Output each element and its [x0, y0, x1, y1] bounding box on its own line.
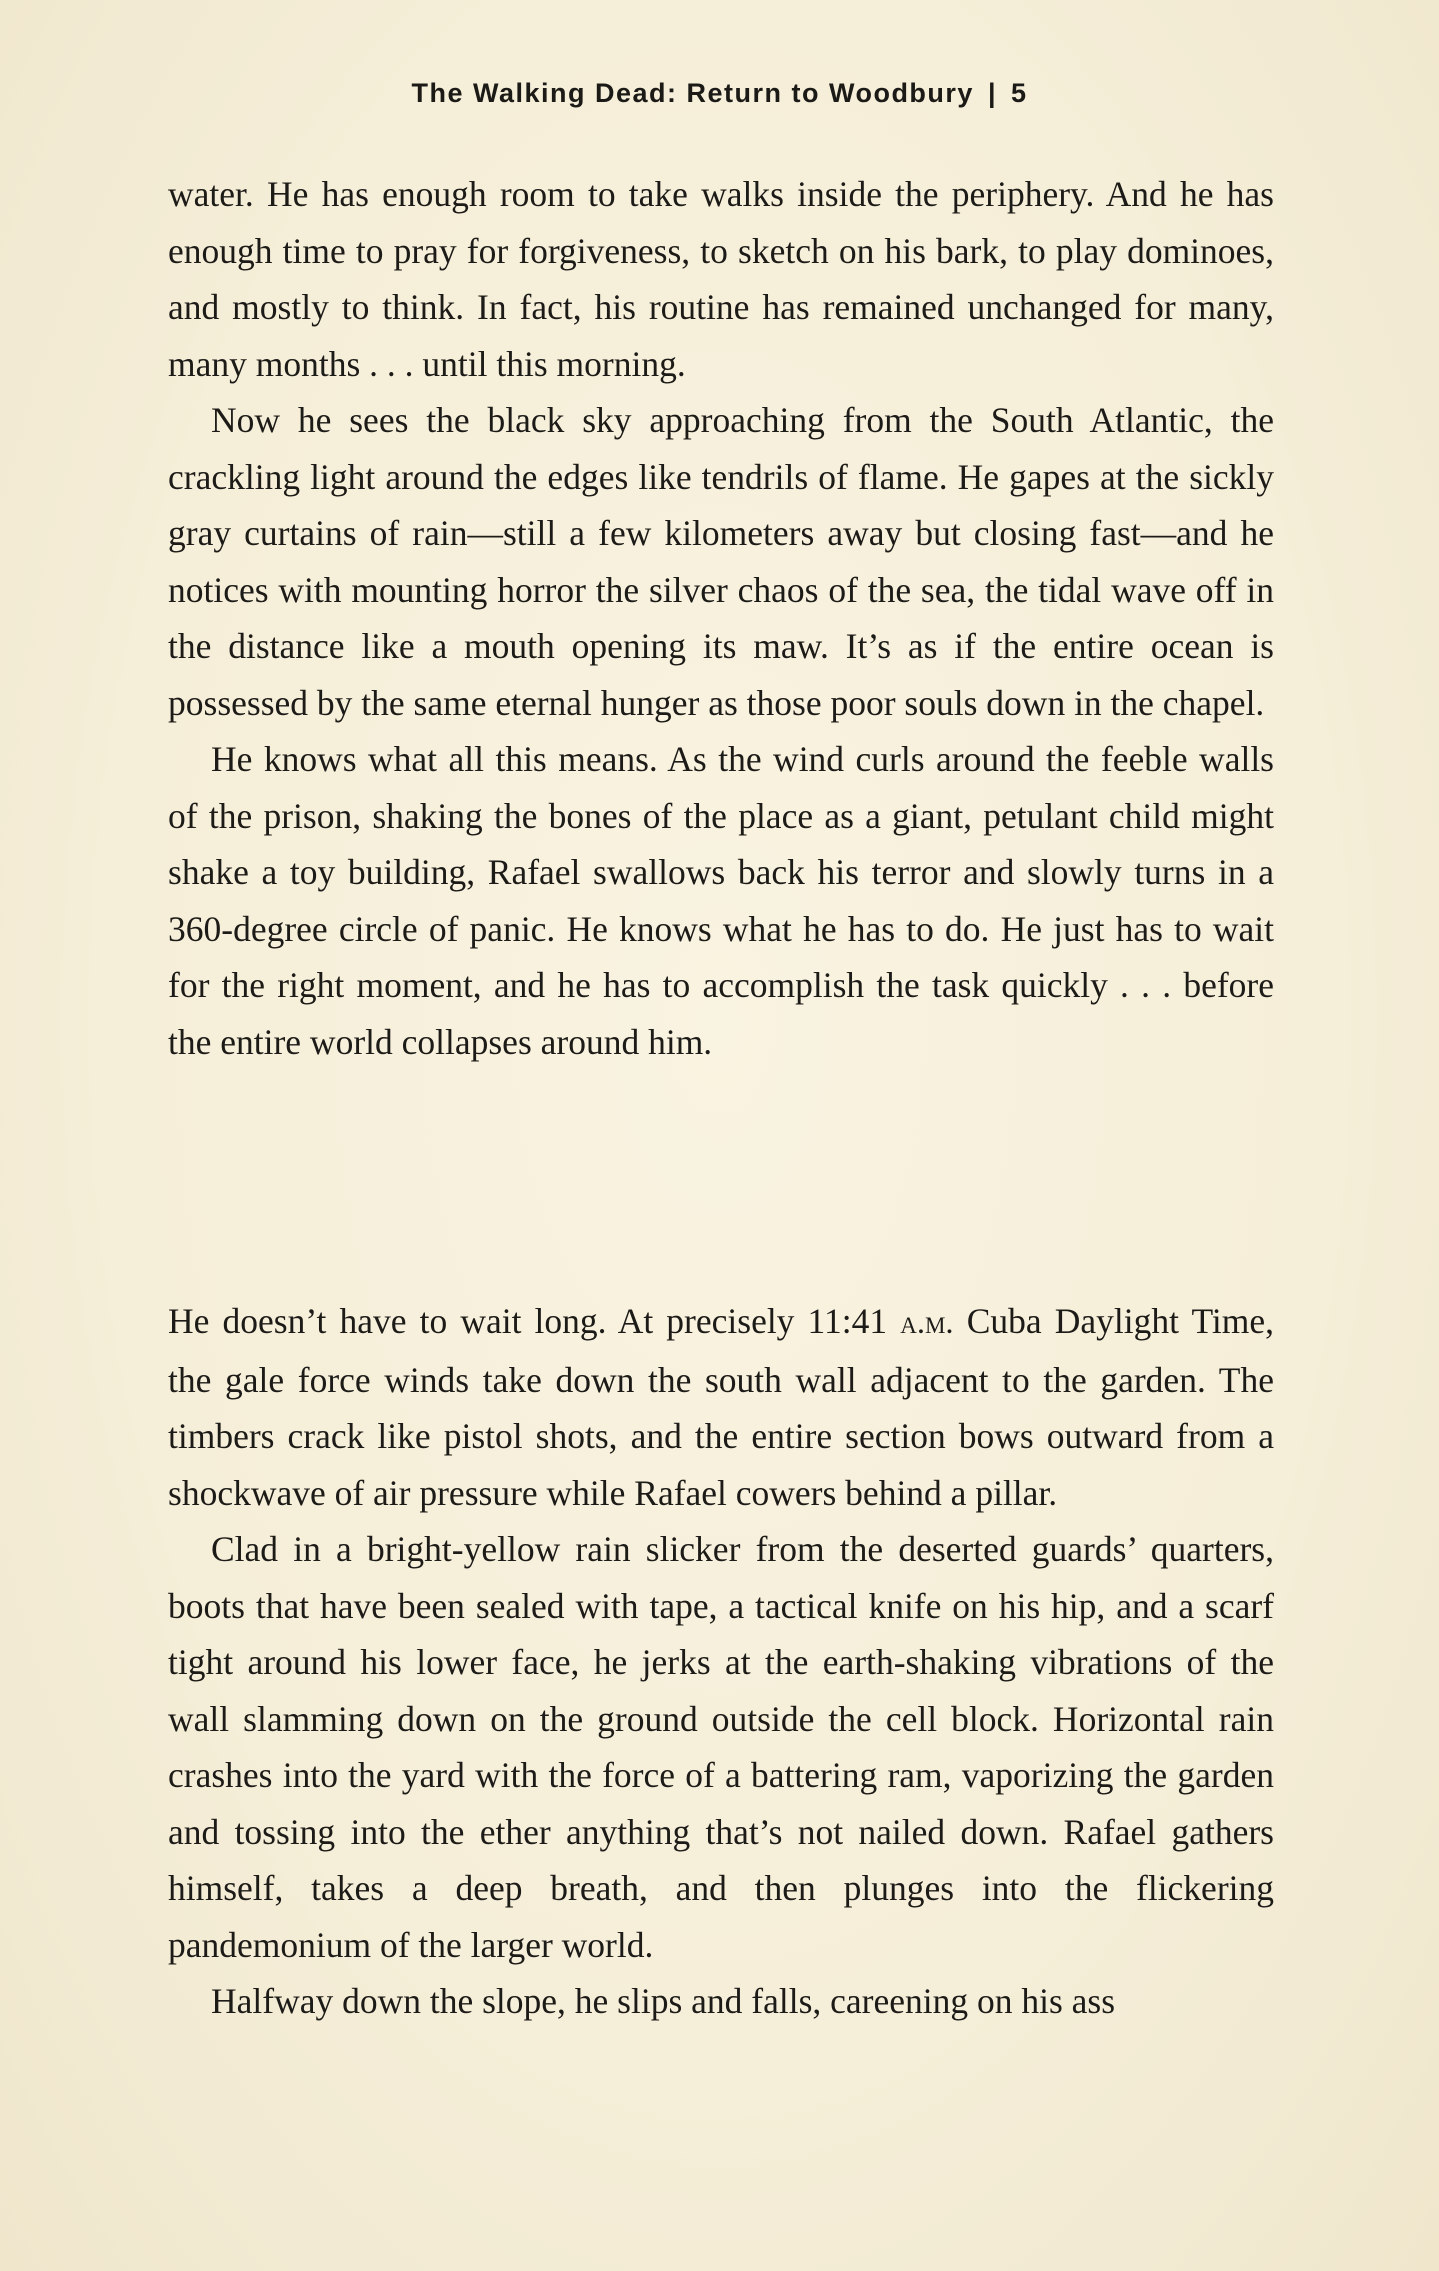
book-title: The Walking Dead: Return to Woodbury — [411, 78, 974, 108]
section-opening-paragraph — [168, 1293, 1274, 1521]
text-section-1 — [168, 166, 1274, 1070]
paragraph: Clad in a bright-yellow rain slicker from the deserted guards’ quarters, boots that have been sealed with tape, a tactical knife on his hip, and a scarf tight around his lower face, he jerks at the earth-shaking vibrations of the wall slamming down on the ground outside the cell block. Horizontal rain crashes into the yard with the force of a battering ram, vaporizing the garden and tossing into the ether anything that’s not nailed down. Rafael gathers himself, takes a deep breath, and then plunges into the flickering pandemonium of the larger world. — [168, 1529, 1274, 1965]
page-number: 5 — [1011, 78, 1028, 108]
paragraph-text: Cuba Daylight Time, the gale force winds take down the south wall adjacent to the garden. The timbers crack like pistol shots, and the entire section bows outward from a shockwave of air pressure while Rafael cowers behind a pillar. — [168, 1301, 1274, 1513]
header-separator: | — [987, 78, 998, 108]
time-marker: a.m. — [900, 1305, 954, 1341]
paragraph: Now he sees the black sky approaching from the South Atlantic, the crackling light around the edges like tendrils of flame. He gapes at the sickly gray curtains of rain—still a few kilometers away but closing fast—and he notices with mounting horror the silver chaos of the sea, the tidal wave off in the distance like a mouth opening its maw. It’s as if the entire ocean is possessed by the same eternal hunger as those poor souls down in the chapel. — [168, 400, 1274, 723]
paragraph: Halfway down the slope, he slips and falls, careening on his ass — [211, 1981, 1116, 2021]
paragraph: He knows what all this means. As the wind curls around the feeble walls of the prison, shaking the bones of the place as a giant, petulant child might shake a toy building, Rafael swallows back his terror and slowly turns in a 360-degree circle of panic. He knows what he has to do. He just has to wait for the right moment, and he has to accomplish the task quickly . . . before the entire world collapses around him. — [168, 739, 1274, 1062]
running-head — [0, 78, 1439, 109]
paragraph-continued: water. He has enough room to take walks inside the periphery. And he has enough time to pray for forgiveness, to sketch on his bark, to play dominoes, and mostly to think. In fact, his routine has remained unchanged for many, many months . . . until this morning. — [168, 174, 1274, 384]
text-section-2 — [168, 1293, 1274, 2030]
paragraph-text: He doesn’t have to wait long. At precisely 11:41 — [168, 1301, 901, 1341]
